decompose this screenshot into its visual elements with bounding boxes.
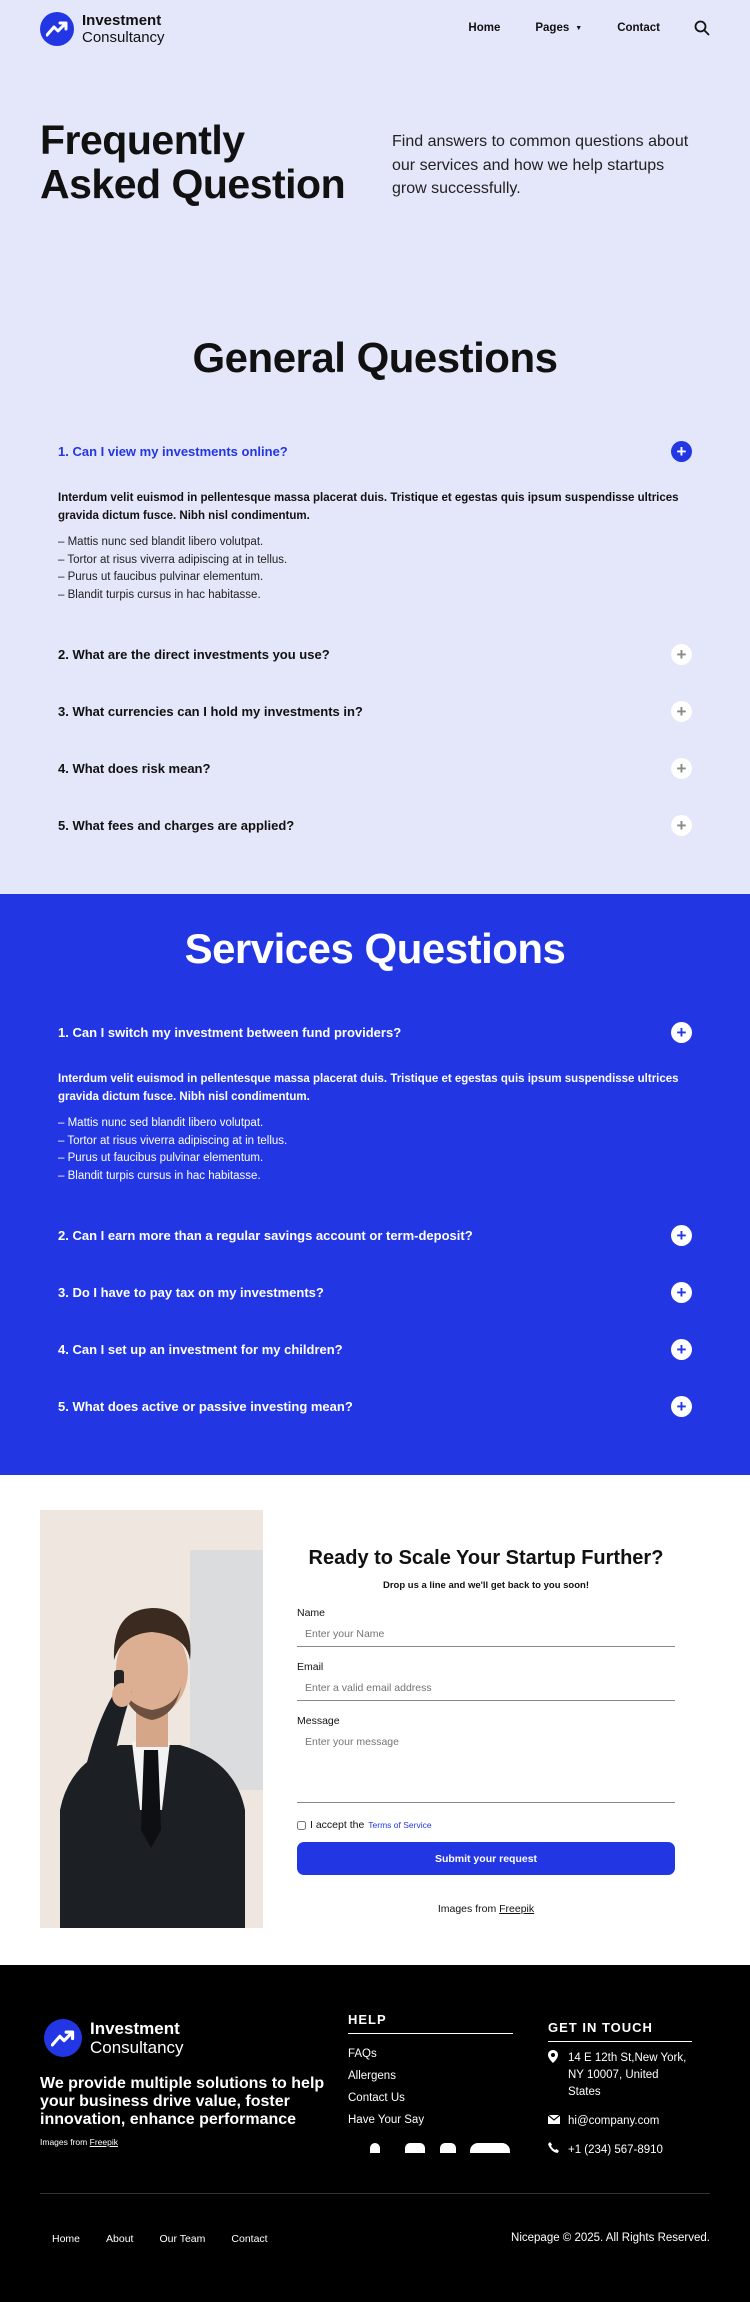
- footer-freepik-link[interactable]: Freepik: [89, 2137, 118, 2147]
- list-item: – Mattis nunc sed blandit libero volutpat.: [58, 1115, 692, 1133]
- businessman-photo: [40, 1510, 263, 1928]
- footer-logo-bold: Investment: [90, 2019, 180, 2038]
- footer-link-about[interactable]: About: [106, 2233, 134, 2245]
- social-icons: [360, 2143, 510, 2153]
- form-title: Ready to Scale Your Startup Further?: [308, 1547, 664, 1569]
- email-label: Email: [297, 1661, 324, 1673]
- twitter-icon[interactable]: [405, 2143, 425, 2153]
- footer-bottom-nav: [52, 2233, 268, 2245]
- plus-icon[interactable]: +: [671, 1225, 692, 1246]
- footer-link-contact[interactable]: Contact: [231, 2233, 268, 2245]
- footer-link-our-team[interactable]: Our Team: [159, 2233, 206, 2245]
- faq-question-text: 5. What fees and charges are applied?: [58, 818, 295, 833]
- message-textarea[interactable]: [297, 1727, 675, 1803]
- faq-question-text: 1. Can I switch my investment between fund providers?: [58, 1025, 402, 1040]
- faq-item: [58, 626, 692, 683]
- copyright: Nicepage © 2025. All Rights Reserved.: [511, 2232, 710, 2244]
- plus-icon[interactable]: +: [671, 815, 692, 836]
- plus-icon[interactable]: +: [671, 1282, 692, 1303]
- message-label: Message: [297, 1715, 340, 1727]
- faq-question[interactable]: [58, 1321, 692, 1378]
- services-questions-section: [0, 894, 750, 1475]
- faq-question-text: 3. Do I have to pay tax on my investments?: [58, 1285, 324, 1300]
- terms-text: I accept the: [310, 1819, 365, 1831]
- contact-form: [297, 1547, 675, 1915]
- footer-logo-text: [90, 2019, 184, 2057]
- site-header: [0, 0, 750, 58]
- faq-item: [58, 740, 692, 797]
- faq-question[interactable]: [58, 626, 692, 683]
- faq-question[interactable]: [58, 797, 692, 854]
- footer-get-in-touch: [548, 2020, 692, 2159]
- search-icon[interactable]: [694, 20, 710, 36]
- faq-item: [58, 683, 692, 740]
- image-credit: [297, 1903, 675, 1915]
- faq-question[interactable]: [58, 423, 692, 480]
- help-title: HELP: [348, 2012, 513, 2034]
- general-faq-list: [58, 423, 692, 854]
- faq-item: [58, 1378, 692, 1435]
- faq-answer-list: [58, 1115, 692, 1185]
- plus-icon[interactable]: +: [671, 1396, 692, 1417]
- faq-question[interactable]: [58, 1378, 692, 1435]
- faq-item: [58, 1264, 692, 1321]
- submit-button[interactable]: Submit your request: [297, 1842, 675, 1875]
- name-input[interactable]: [297, 1619, 675, 1647]
- phone-icon: [548, 2142, 560, 2159]
- nav-pages-label: Pages: [535, 22, 570, 34]
- faq-question[interactable]: [58, 1207, 692, 1264]
- phone-row: [548, 2142, 692, 2159]
- faq-answer-lead: Interdum velit euismod in pellentesque massa placerat duis. Tristique et egestas quis ipsum suspendisse ultrices gravida dictum fusce. Nibh nisl condimentum.: [58, 492, 679, 522]
- touch-title: GET IN TOUCH: [548, 2020, 692, 2042]
- facebook-icon[interactable]: [370, 2143, 380, 2153]
- faq-question[interactable]: [58, 683, 692, 740]
- faq-question[interactable]: [58, 1264, 692, 1321]
- footer-logo[interactable]: [44, 2019, 184, 2057]
- list-item: – Blandit turpis cursus in hac habitasse.: [58, 587, 692, 605]
- x-icon[interactable]: [440, 2143, 456, 2153]
- plus-icon[interactable]: +: [671, 441, 692, 462]
- faq-item: [58, 1321, 692, 1378]
- help-link-allergens[interactable]: Allergens: [348, 2070, 396, 2082]
- plus-icon[interactable]: +: [671, 644, 692, 665]
- hero-title-line1: Frequently: [40, 117, 245, 163]
- list-item: – Purus ut faucibus pulvinar elementum.: [58, 569, 692, 587]
- services-faq-list: [58, 1004, 692, 1435]
- email-row: [548, 2113, 692, 2130]
- map-pin-icon: [548, 2050, 560, 2101]
- email-text[interactable]: hi@company.com: [568, 2115, 660, 2127]
- contact-section: [0, 1475, 750, 1965]
- faq-item: [58, 1207, 692, 1264]
- list-item: – Tortor at risus viverra adipiscing at in tellus.: [58, 552, 692, 570]
- list-item: – Purus ut faucibus pulvinar elementum.: [58, 1150, 692, 1168]
- help-link-contact-us[interactable]: Contact Us: [348, 2092, 405, 2104]
- nav-contact[interactable]: Contact: [617, 22, 660, 34]
- logo[interactable]: [40, 12, 165, 46]
- phone-text[interactable]: +1 (234) 567-8910: [568, 2144, 663, 2156]
- hero-section: [0, 58, 750, 233]
- envelope-icon: [548, 2113, 560, 2130]
- footer-help: [348, 2012, 513, 2131]
- faq-question-text: 4. What does risk mean?: [58, 761, 211, 776]
- services-questions-title: Services Questions: [184, 925, 566, 972]
- logo-name-rest: Consultancy: [82, 29, 165, 46]
- list-item: – Tortor at risus viverra adipiscing at in tellus.: [58, 1133, 692, 1151]
- plus-icon[interactable]: +: [671, 1022, 692, 1043]
- name-label: Name: [297, 1607, 326, 1619]
- footer-image-credit: [40, 2137, 118, 2147]
- faq-item: [58, 797, 692, 854]
- address-row: [548, 2050, 692, 2101]
- faq-question-text: 4. Can I set up an investment for my children?: [58, 1342, 343, 1357]
- logo-name-bold: Investment: [82, 12, 162, 29]
- faq-question-text: 1. Can I view my investments online?: [58, 444, 288, 459]
- terms-checkbox[interactable]: [297, 1821, 306, 1830]
- faq-question-text: 5. What does active or passive investing mean?: [58, 1399, 353, 1414]
- list-item: – Blandit turpis cursus in hac habitasse.: [58, 1168, 692, 1186]
- footer-tagline: We provide multiple solutions to help your business drive value, foster innovation, enhance performance: [40, 2075, 325, 2128]
- nav-home[interactable]: Home: [468, 22, 501, 34]
- faq-answer-list: [58, 534, 692, 604]
- address-text: 14 E 12th St,New York, NY 10007, United States: [568, 2052, 687, 2098]
- faq-item: [58, 423, 692, 626]
- chevron-down-icon: ▼: [575, 24, 583, 32]
- general-questions-section: [0, 233, 750, 894]
- help-link-have-your-say[interactable]: Have Your Say: [348, 2114, 425, 2126]
- general-questions-title: General Questions: [192, 334, 558, 381]
- chart-arrow-icon: [40, 12, 74, 46]
- footer-credit-prefix: Images from: [40, 2137, 88, 2147]
- faq-answer-lead: Interdum velit euismod in pellentesque massa placerat duis. Tristique et egestas quis ipsum suspendisse ultrices gravida dictum fusce. Nibh nisl condimentum.: [58, 1073, 679, 1103]
- nav-pages[interactable]: [535, 22, 582, 34]
- faq-question[interactable]: [58, 1004, 692, 1061]
- instagram-icon[interactable]: [470, 2143, 510, 2153]
- faq-question-text: 2. Can I earn more than a regular savings account or term-deposit?: [58, 1228, 473, 1243]
- site-footer: [0, 1965, 750, 2302]
- terms-row: [297, 1819, 675, 1831]
- plus-icon[interactable]: +: [671, 1339, 692, 1360]
- plus-icon[interactable]: +: [671, 758, 692, 779]
- plus-icon[interactable]: +: [671, 701, 692, 722]
- footer-divider: [40, 2193, 710, 2194]
- credit-prefix: Images from: [437, 1903, 497, 1915]
- faq-answer: [58, 1061, 692, 1207]
- footer-logo-rest: Consultancy: [90, 2038, 184, 2057]
- chart-arrow-icon: [44, 2019, 82, 2057]
- terms-link[interactable]: Terms of Service: [368, 1820, 432, 1830]
- hero-title-line2: Asked Question: [40, 161, 346, 207]
- email-input[interactable]: [297, 1673, 675, 1701]
- help-link-faqs[interactable]: FAQs: [348, 2048, 377, 2060]
- footer-link-home[interactable]: Home: [52, 2233, 81, 2245]
- faq-item: [58, 1004, 692, 1207]
- faq-question[interactable]: [58, 740, 692, 797]
- hero-title: [40, 118, 380, 206]
- freepik-link[interactable]: Freepik: [499, 1903, 535, 1915]
- list-item: – Mattis nunc sed blandit libero volutpat.: [58, 534, 692, 552]
- logo-text: [82, 12, 165, 46]
- faq-question-text: 2. What are the direct investments you use?: [58, 647, 330, 662]
- form-subtitle: Drop us a line and we'll get back to you soon!: [382, 1580, 589, 1591]
- faq-answer: [58, 480, 692, 626]
- hero-text: Find answers to common questions about our services and how we help startups grow successfully.: [392, 133, 689, 197]
- help-links: [348, 2043, 513, 2131]
- main-nav: [468, 20, 710, 36]
- faq-question-text: 3. What currencies can I hold my investments in?: [58, 704, 363, 719]
